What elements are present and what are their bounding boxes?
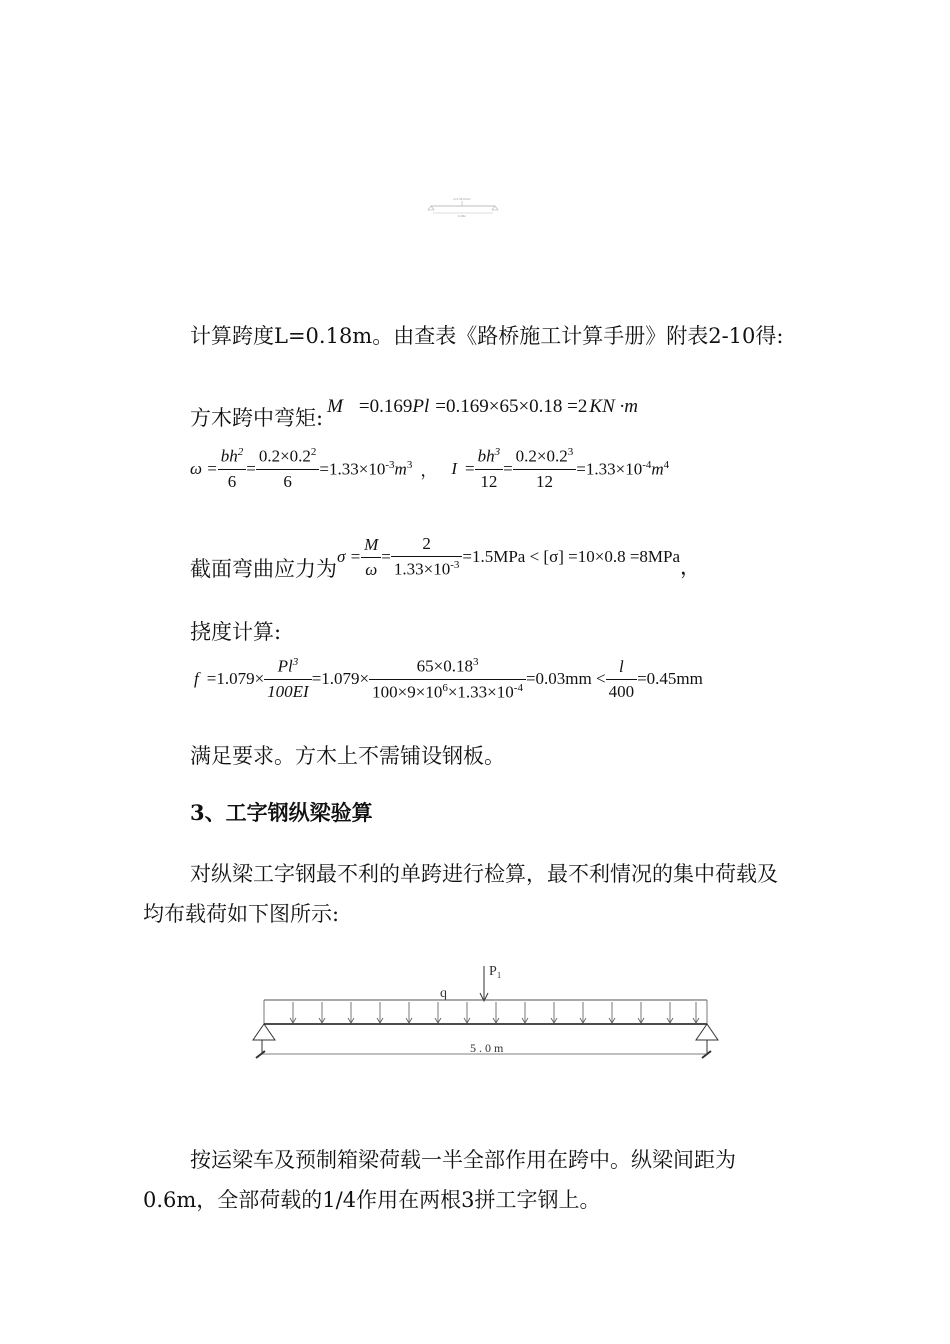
- small-figure-top-label: q=1.35 KN/m: [453, 197, 471, 201]
- stress-label: 截面弯曲应力为: [190, 557, 337, 581]
- left-support: [253, 1024, 275, 1058]
- section-heading: 3、工字钢纵梁验算: [190, 800, 373, 825]
- load-q-label: q: [440, 986, 447, 1001]
- omega-fraction-1: $\frac{bh^2}{6}$: [218, 446, 247, 492]
- section-separator: ，: [420, 461, 438, 481]
- paragraph-1-line-2: 均布载荷如下图所示:: [143, 902, 340, 926]
- inertia-fraction-1: $\frac{bh^3}{12}$: [475, 446, 504, 492]
- omega-fraction-2: $\frac{0.2\times 0.2^2}{6}$: [256, 446, 320, 492]
- right-support: [696, 1024, 718, 1058]
- paragraph-1-line-1: 对纵梁工字钢最不利的单跨进行检算，最不利情况的集中荷载及: [190, 862, 778, 886]
- deflection-fraction-3: $\frac{l}{400}$: [606, 657, 638, 702]
- moment-label: 方木跨中弯矩:: [190, 406, 324, 430]
- moment-line: [190, 382, 638, 432]
- inertia-symbol: I: [451, 458, 457, 478]
- satisfy-line: 满足要求。方木上不需铺设钢板。: [190, 744, 505, 768]
- small-figure-bottom-label: 0.18m: [457, 214, 467, 218]
- span-line: 计算跨度L=0.18m。由查表《路桥施工计算手册》附表2-10得:: [190, 324, 784, 348]
- moment-M: M: [327, 396, 343, 417]
- distributed-load-arrows: [264, 1000, 707, 1024]
- sigma-symbol: σ =: [337, 547, 362, 566]
- omega-result: $=1.33\times 10^{-3}m^3$: [319, 458, 413, 479]
- moment-calc: =0.169×65×0.18 =2: [435, 396, 588, 417]
- stress-line: 截面弯曲应力为 σ = $\frac{M}{\omega}$ = $\frac{2}{1.33\times 10^{-3}}$ =1.5MPa < [σ] =10×0.8 =8MPa ，: [190, 534, 702, 581]
- moment-Pl: Pl: [412, 396, 430, 417]
- deflection-label: 挠度计算:: [190, 620, 282, 644]
- stress-tail: ，: [680, 555, 702, 579]
- load-p-label: P₁: [489, 964, 502, 979]
- section-line: ω = $\frac{bh^2}{6}$ = $\frac{0.2\times 0.2^2}{6}$ $=1.33\times 10^{-3}m^3$ ， I = $\frac{bh^3}{12}$ = $\frac{0.2\times 0.2^3}{12}$ $=1.33\times 10^{-4}m^4$: [190, 446, 670, 491]
- paragraph-2-line-2: 0.6m，全部荷载的1/4作用在两根3拼工字钢上。: [143, 1188, 601, 1212]
- inertia-result: $=1.33\times 10^{-4}m^4$: [576, 458, 670, 479]
- stress-result: =1.5MPa < [σ] =10×0.8 =8MPa: [462, 547, 681, 566]
- deflection-fraction-1: $\frac{Pl^3}{100EI}$: [264, 656, 312, 702]
- deflection-formula: f =1.079× $\frac{Pl^3}{100EI}$ =1.079× $\frac{65\times 0.18^3}{100\times 9\times 10^6\times 1.33\times 10^{-4}}$ =0.03mm < $\frac{l}{400}$ =0.45mm: [194, 656, 703, 702]
- small-beam-figure: [425, 196, 500, 218]
- moment-rhs: =0.169: [358, 396, 413, 417]
- paragraph-2-line-1: 按运梁车及预制箱梁荷载一半全部作用在跨中。纵梁间距为: [190, 1148, 736, 1172]
- stress-fraction-2: $\frac{2}{1.33\times 10^{-3}}$: [391, 534, 463, 580]
- inertia-fraction-2: $\frac{0.2\times 0.2^3}{12}$: [513, 446, 577, 492]
- beam-load-figure: [248, 962, 720, 1072]
- stress-fraction-1: $\frac{M}{\omega}$: [361, 535, 381, 580]
- deflection-fraction-2: $\frac{65\times 0.18^3}{100\times 9\times 10^6\times 1.33\times 10^{-4}}$: [369, 656, 526, 702]
- omega-symbol: ω =: [190, 458, 218, 478]
- span-dimension-label: 5.0m: [470, 1041, 507, 1055]
- moment-unit: KN ·m: [589, 396, 638, 417]
- deflection-f: f: [194, 669, 199, 689]
